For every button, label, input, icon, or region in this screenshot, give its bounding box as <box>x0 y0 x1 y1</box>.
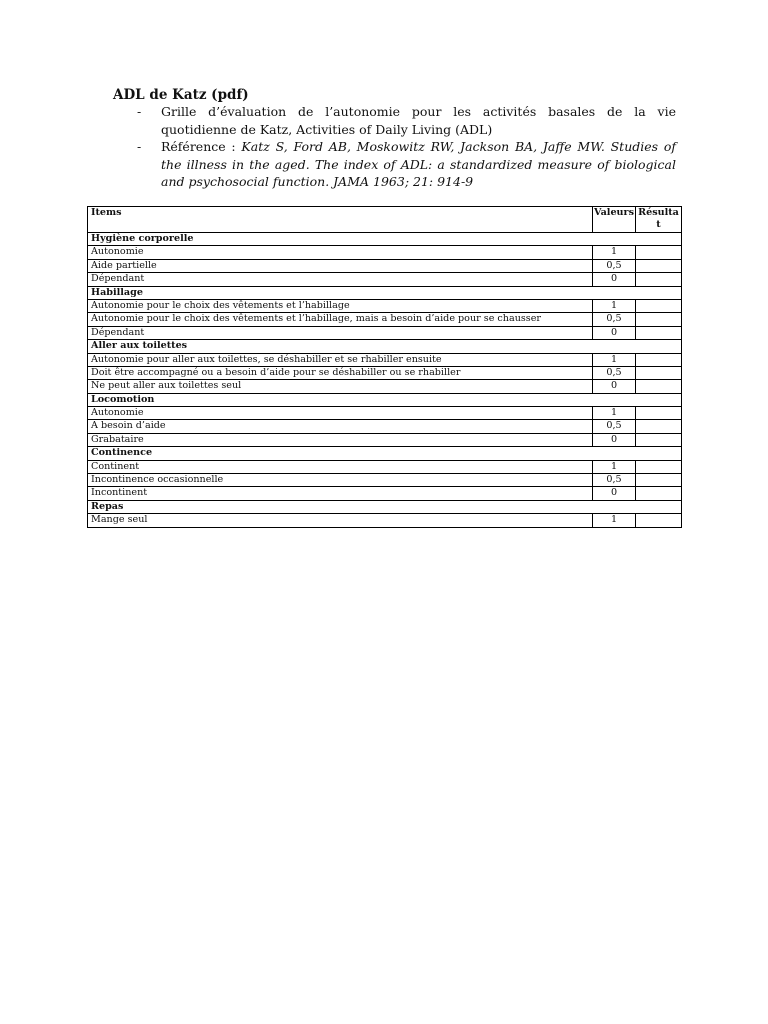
table-row <box>88 273 682 286</box>
description-text: Grille d’évaluation de l’autonomie pour les activités basales de la vie quotidienne de Katz, Activities of Daily Living (ADL) <box>161 104 676 137</box>
result-input-cell[interactable] <box>636 380 682 393</box>
table-row <box>88 353 682 366</box>
section-heading: Habillage <box>88 286 682 299</box>
bullet-dash: - <box>137 104 142 119</box>
result-input-cell[interactable] <box>636 487 682 500</box>
result-input-cell[interactable] <box>636 353 682 366</box>
item-label-cell: Autonomie pour aller aux toilettes, se déshabiller et se rhabiller ensuite <box>88 353 593 366</box>
item-label-cell: A besoin d’aide <box>88 420 593 433</box>
item-value-cell: 1 <box>593 460 636 473</box>
section-row <box>88 340 682 353</box>
result-input-cell[interactable] <box>636 433 682 446</box>
item-label-cell: Autonomie <box>88 246 593 259</box>
table-row <box>88 474 682 487</box>
result-input-cell[interactable] <box>636 246 682 259</box>
item-label-cell: Dépendant <box>88 273 593 286</box>
table-row <box>88 366 682 379</box>
item-value-cell: 0,5 <box>593 366 636 379</box>
section-heading: Locomotion <box>88 393 682 406</box>
item-value-cell: 0,5 <box>593 474 636 487</box>
table-row <box>88 514 682 527</box>
item-value-cell: 0 <box>593 273 636 286</box>
reference-bullet <box>113 138 676 191</box>
item-label-cell: Incontinent <box>88 487 593 500</box>
item-value-cell: 0,5 <box>593 259 636 272</box>
result-input-cell[interactable] <box>636 299 682 312</box>
intro-bullet-list <box>113 103 676 191</box>
table-row <box>88 460 682 473</box>
result-input-cell[interactable] <box>636 326 682 339</box>
item-value-cell: 0,5 <box>593 313 636 326</box>
item-label-cell: Autonomie pour le choix des vêtements et l’habillage, mais a besoin d’aide pour se chausser <box>88 313 593 326</box>
item-value-cell: 1 <box>593 246 636 259</box>
adl-table-body <box>88 233 682 528</box>
table-row <box>88 246 682 259</box>
result-input-cell[interactable] <box>636 273 682 286</box>
item-label-cell: Dépendant <box>88 326 593 339</box>
item-value-cell: 1 <box>593 353 636 366</box>
item-value-cell: 1 <box>593 407 636 420</box>
item-label-cell: Doit être accompagné ou a besoin d’aide pour se déshabiller ou se rhabiller <box>88 366 593 379</box>
table-row <box>88 299 682 312</box>
result-input-cell[interactable] <box>636 259 682 272</box>
section-heading: Continence <box>88 447 682 460</box>
section-row <box>88 286 682 299</box>
item-label-cell: Autonomie pour le choix des vêtements et l’habillage <box>88 299 593 312</box>
item-label-cell: Autonomie <box>88 407 593 420</box>
values-column-header: Valeurs <box>593 207 636 233</box>
page-title: ADL de Katz (pdf) <box>113 87 249 103</box>
item-value-cell: 0 <box>593 326 636 339</box>
result-input-cell[interactable] <box>636 366 682 379</box>
section-row <box>88 233 682 246</box>
item-label-cell: Incontinence occasionnelle <box>88 474 593 487</box>
item-value-cell: 0 <box>593 487 636 500</box>
section-heading: Repas <box>88 500 682 513</box>
item-value-cell: 0 <box>593 380 636 393</box>
section-row <box>88 393 682 406</box>
table-header-row <box>88 207 682 233</box>
table-row <box>88 380 682 393</box>
result-input-cell[interactable] <box>636 474 682 487</box>
items-column-header: Items <box>88 207 593 233</box>
item-label-cell: Aide partielle <box>88 259 593 272</box>
item-value-cell: 1 <box>593 514 636 527</box>
table-row <box>88 313 682 326</box>
item-value-cell: 1 <box>593 299 636 312</box>
item-label-cell: Mange seul <box>88 514 593 527</box>
section-heading: Hygiène corporelle <box>88 233 682 246</box>
result-input-cell[interactable] <box>636 313 682 326</box>
section-row <box>88 447 682 460</box>
result-column-header: Résultat <box>636 207 682 233</box>
table-row <box>88 433 682 446</box>
description-bullet <box>113 103 676 138</box>
table-row <box>88 487 682 500</box>
section-row <box>88 500 682 513</box>
adl-table <box>87 206 682 528</box>
table-row <box>88 407 682 420</box>
item-label-cell: Grabataire <box>88 433 593 446</box>
reference-label: Référence : <box>161 139 236 154</box>
item-label-cell: Ne peut aller aux toilettes seul <box>88 380 593 393</box>
table-row <box>88 259 682 272</box>
result-input-cell[interactable] <box>636 407 682 420</box>
result-input-cell[interactable] <box>636 460 682 473</box>
table-row <box>88 326 682 339</box>
item-value-cell: 0,5 <box>593 420 636 433</box>
item-label-cell: Continent <box>88 460 593 473</box>
reference-citation: Katz S, Ford AB, Moskowitz RW, Jackson BA, Jaffe MW. Studies of the illness in the aged. The index of ADL: a standardized measure of biological and psychosocial function. JAMA 1963; 21: 914-9 <box>161 139 676 189</box>
bullet-dash: - <box>137 139 142 154</box>
item-value-cell: 0 <box>593 433 636 446</box>
section-heading: Aller aux toilettes <box>88 340 682 353</box>
result-input-cell[interactable] <box>636 420 682 433</box>
table-row <box>88 420 682 433</box>
result-input-cell[interactable] <box>636 514 682 527</box>
